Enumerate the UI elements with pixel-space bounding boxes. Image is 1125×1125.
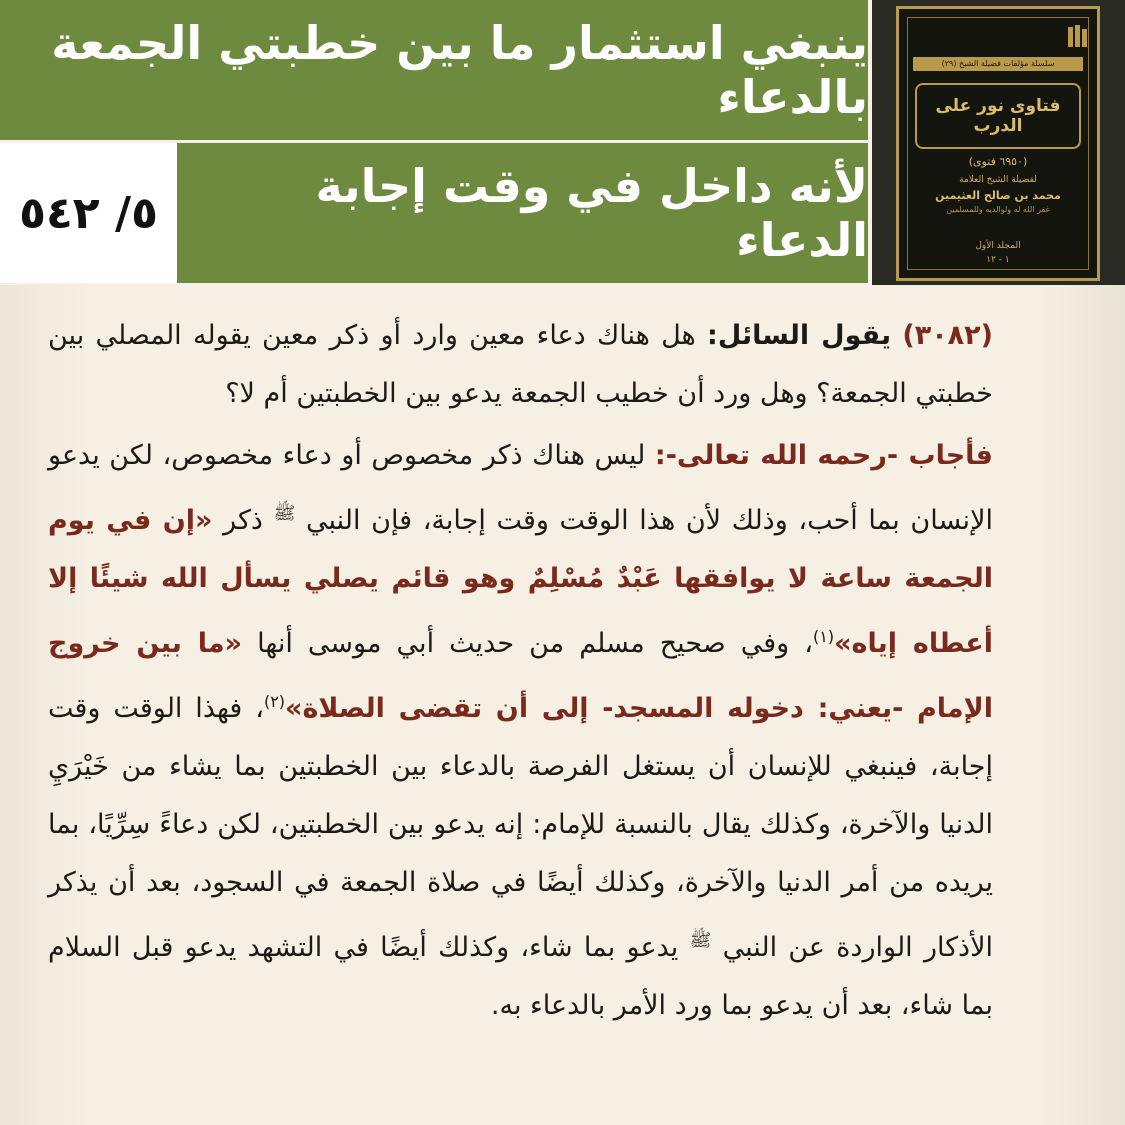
question-text: هل هناك دعاء معين وارد أو ذكر معين يقوله المصلي بين خطبتي الجمعة؟ وهل ورد أن خطيب الجمعة يدعو بين الخطبتين أم لا؟	[48, 320, 993, 409]
book-cover	[896, 6, 1100, 281]
hadith-quote-1: «إن في يوم الجمعة ساعة لا يوافقها عَبْدٌ مُسْلِمٌ وهو قائم يصلي يسأل الله شيئًا إلا أعطاه إياه»	[48, 505, 993, 659]
answer-text-5: يدعو بما شاء، وكذلك أيضًا في التشهد يدعو قبل السلام بما شاء، بعد أن يدعو بما ورد الأمر بالدعاء به.	[48, 932, 993, 1021]
cover-fatwa-count: (٦٩٥٠ فتوى)	[968, 155, 1028, 168]
cover-volume: المجلد الأول	[975, 241, 1021, 251]
volume-page-reference	[0, 143, 177, 283]
cover-author-label: لفضيلة الشيخ العلامة	[959, 175, 1037, 185]
question-label: يقول السائل:	[707, 320, 892, 351]
book-page	[0, 285, 1125, 1125]
page-title-banner	[0, 0, 868, 140]
hadith-quote-2: «ما بين خروج الإمام -يعني: دخوله المسجد- إلى أن تقضى الصلاة»	[48, 628, 993, 724]
answer-text-1: ليس هناك ذكر مخصوص أو دعاء مخصوص، لكن يدعو الإنسان بما أحب، وذلك لأن هذا الوقت وقت إجابة، فإن النبي	[48, 440, 993, 536]
cover-range: ١ - ١٢	[986, 255, 1010, 265]
honorific-glyph-2: ﷺ	[689, 930, 712, 951]
page-title: ينبغي استثمار ما بين خطبتي الجمعة بالدعاء	[51, 16, 868, 124]
footnote-ref-2: (٢)	[263, 692, 286, 711]
answer-label: فأجاب -رحمه الله تعالى-:	[654, 440, 993, 471]
honorific-glyph: ﷺ	[273, 503, 296, 524]
footnote-ref-1: (١)	[813, 627, 835, 646]
cover-series: سلسلة مؤلفات فضيلة الشيخ (٢٩)	[913, 57, 1083, 71]
cover-dua-line: غفر الله له ولوالديه وللمسلمين	[946, 205, 1050, 214]
page-subtitle: لأنه داخل في وقت إجابة الدعاء	[315, 159, 868, 267]
cover-title: فتاوى نور على الدرب	[915, 83, 1081, 149]
book-cover-image	[872, 0, 1125, 285]
answer-text-3: ، وفي صحيح مسلم من حديث أبي موسى أنها	[257, 628, 814, 659]
answer-text-4: ، فهذا الوقت وقت إجابة، فينبغي للإنسان أن يستغل الفرصة بالدعاء بين الخطبتين بما يشاء من خَيْرَيِ الدنيا والآخرة، وكذلك يقال بالنسبة للإمام: إنه يدعو بين الخطبتين، لكن دعاءً سِرِّيًا، بما يريده من أمر الدنيا والآخرة، وكذلك أيضًا في صلاة الجمعة في السجود، بعد أن يذكر الأذكار الواردة عن النبي	[48, 693, 993, 963]
fatwa-text	[48, 307, 993, 1035]
answer-paragraph	[48, 427, 993, 1035]
books-emblem-icon	[1067, 23, 1089, 49]
question-number: (٣٠٨٢)	[902, 320, 993, 351]
answer-text-2: ذكر	[223, 505, 263, 536]
volume-page-text: ٥/ ٥٤٢	[19, 187, 158, 239]
question-paragraph	[48, 307, 993, 423]
subtitle-banner	[177, 143, 868, 283]
cover-author: محمد بن صالح العثيمين	[935, 189, 1061, 202]
